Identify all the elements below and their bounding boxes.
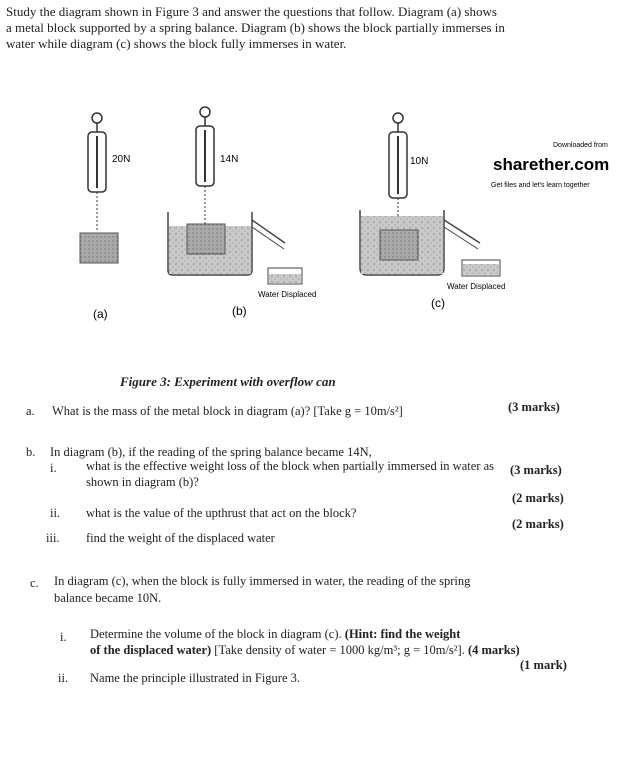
apparatus-b [168,107,302,284]
question-ci-line1 [90,626,460,642]
question-bi-line2: shown in diagram (b)? [86,475,199,489]
question-a-marks: (3 marks) [508,400,560,414]
question-biii-text: find the weight of the displaced water [86,531,275,545]
figure-3-diagram [0,100,640,340]
question-bi-line1: what is the effective weight loss of the block when partially immersed in water as [86,459,494,473]
question-b-text: In diagram (b), if the reading of the spring balance became 14N, [50,445,372,459]
watermark-site: sharether.com [493,155,610,174]
question-ci-line2 [90,642,520,658]
question-biii-marks: (2 marks) [512,517,564,531]
question-bii-number: ii. [50,506,61,520]
intro-line: water while diagram (c) shows the block fully immerses in water. [6,36,347,51]
question-c-line2: balance became 10N. [54,591,162,605]
question-biii-number: iii. [46,531,60,545]
apparatus-c [360,113,500,276]
intro-line: Study the diagram shown in Figure 3 and answer the questions that follow. Diagram (a) shows [6,4,497,19]
apparatus-a [80,113,118,263]
reading-a-label: 20N [112,154,131,165]
water-displaced-c-label: Water Displaced [447,282,506,291]
question-cii-number: ii. [58,671,69,685]
question-ci-given: [Take density of water = 1000 kg/m³; g = 10m/s²]. [214,643,465,657]
question-c-number: c. [30,576,39,590]
question-a-text: What is the mass of the metal block in diagram (a)? [Take g = 10m/s²] [52,404,403,418]
question-b-number: b. [26,445,36,459]
question-bi-number: i. [50,461,57,475]
water-displaced-b-label: Water Displaced [258,290,317,299]
question-c-line1: In diagram (c), when the block is fully immersed in water, the reading of the spring [54,574,471,588]
watermark-tagline: Get files and let's learn together [491,182,590,189]
question-a-number: a. [26,404,35,418]
intro-paragraph [6,4,606,52]
question-ci-hint-start: (Hint: find the weight [344,627,461,641]
question-ci-hint-end: of the displaced water) [90,643,212,657]
question-bii-text: what is the value of the upthrust that act on the block? [86,506,357,520]
question-ci-line1-text: Determine the volume of the block in diagram (c). [90,627,342,641]
figure-caption: Figure 3: Experiment with overflow can [120,374,336,389]
question-bii-marks: (2 marks) [512,491,564,505]
reading-c-label: 10N [410,156,429,167]
question-ci-number: i. [60,630,67,644]
intro-line: a metal block supported by a spring balance. Diagram (b) shows the block partially immerses in [6,20,505,35]
question-cii-marks: (1 mark) [520,658,567,672]
label-a: (a) [93,307,108,321]
reading-b-label: 14N [220,154,239,165]
question-cii-text: Name the principle illustrated in Figure 3. [90,671,301,685]
label-c: (c) [431,296,445,310]
watermark-top: Downloaded from [553,142,608,149]
question-ci-marks: (4 marks) [467,643,520,657]
label-b: (b) [232,304,247,318]
question-bi-marks: (3 marks) [510,463,562,477]
